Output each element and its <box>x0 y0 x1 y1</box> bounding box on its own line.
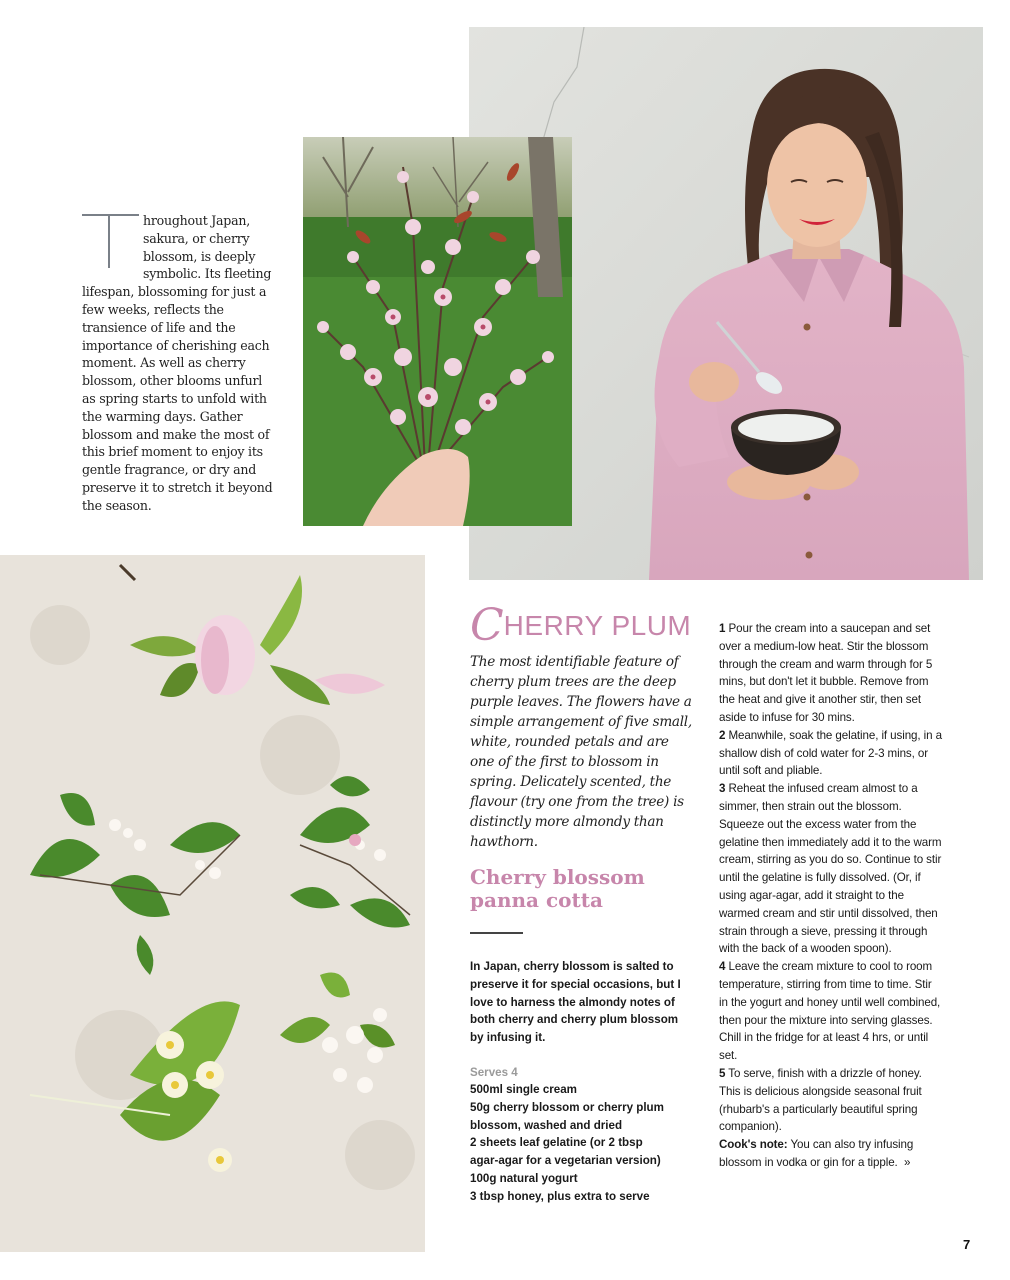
step-text: Pour the cream into a saucepan and set over a medium-low heat. Stir the blossom through the cream and warm through for 5 mins, but don't let it bubble. Remove from the heat and give it another stir, then set aside to infuse for 30 mins. <box>719 622 933 724</box>
ingredient-line: blossom, washed and dried <box>470 1118 623 1132</box>
cherry-plum-heading-rest: HERRY PLUM <box>503 610 692 641</box>
ingredient-line: 500ml single cream <box>470 1083 577 1096</box>
page-number: 7 <box>963 1237 971 1252</box>
recipe-title-line1: Cherry blossom <box>470 865 645 889</box>
recipe-title <box>470 866 690 912</box>
cherry-plum-heading <box>470 602 691 650</box>
drop-cap-stem <box>108 214 110 268</box>
recipe-intro: In Japan, cherry blossom is salted to preserve it for special occasions, but I love to harness the almondy notes of both cherry and cherry plum blossom by infusing it. <box>470 960 681 1045</box>
method-step <box>719 620 943 727</box>
method-step <box>719 1065 943 1136</box>
ingredient-line: 3 tbsp honey, plus extra to serve <box>470 1189 650 1203</box>
drop-cap-letter <box>82 212 83 213</box>
drop-cap <box>82 212 139 268</box>
step-number: 4 <box>719 960 726 974</box>
recipe-title-line2: panna cotta <box>470 888 603 912</box>
method-step <box>719 958 943 1065</box>
ingredients-list <box>470 1081 710 1206</box>
drop-cap-bar <box>82 214 139 216</box>
photo-bouquet-illustration <box>303 137 572 526</box>
cherry-plum-heading-initial: C <box>470 600 504 651</box>
cooks-note-text: You can also try infusing blossom in vodka or gin for a tipple. <box>719 1138 914 1169</box>
step-text: To serve, finish with a drizzle of honey. This is delicious alongside seasonal fruit (rhubarb's a particularly beautiful spring companion). <box>719 1066 922 1134</box>
step-number: 1 <box>719 622 726 635</box>
recipe-divider <box>470 932 523 934</box>
intro-paragraph <box>82 212 276 515</box>
ingredient-line: 100g natural yogurt <box>470 1171 578 1185</box>
photo-cherry-blossom-bouquet <box>303 137 572 526</box>
method-steps <box>719 620 943 1172</box>
ingredient-line: 2 sheets leaf gelatine (or 2 tbsp <box>470 1136 643 1150</box>
cherry-plum-description: The most identifiable feature of cherry plum trees are the deep purple leaves. The flowers have a simple arrangement of five small, white, rounded petals and are one of the first to blossom in spring. Delicately scented, the flavour (try one from the tree) is distinctly more almondy than hawthorn. <box>470 654 692 850</box>
continue-mark: » <box>903 1155 911 1169</box>
serves-label: Serves 4 <box>470 1066 518 1079</box>
intro-text: hroughout Japan, sakura, or cherry blossom, is deeply symbolic. Its fleeting lifespan, blossoming for just a few weeks, reflects the transience of life and the importance of cherishing each moment. As well as cherry blossom, other blooms unfurl as spring starts to unfold with the warming days. Gather blossom and make the most of this brief moment to enjoy its gentle fragrance, or dry and preserve it to stretch it beyond the season. <box>82 213 273 513</box>
photo-blossom-flat-lay <box>0 555 425 1252</box>
ingredient-line: 50g cherry blossom or cherry plum <box>470 1100 664 1114</box>
step-number: 2 <box>719 728 726 742</box>
photo-flatlay-illustration <box>0 555 425 1252</box>
cooks-note-label: Cook's note: <box>719 1138 788 1152</box>
step-text: Meanwhile, soak the gelatine, if using, in a shallow dish of cold water for 2-3 mins, or until soft and pliable. <box>719 728 942 778</box>
ingredient-line: agar-agar for a vegetarian version) <box>470 1154 661 1168</box>
step-number: 3 <box>719 782 726 796</box>
method-step <box>719 780 943 958</box>
step-text: Leave the cream mixture to cool to room temperature, stirring from time to time. Stir in the yogurt and honey until well combined, then pour the mixture into serving glasses. Chill in the fridge for at least 4 hrs, or until set. <box>719 960 941 1063</box>
step-text: Reheat the infused cream almost to a simmer, then strain out the blossom. Squeeze out the excess water from the gelatine then immediately add it to the warm cream, stirring as you do so. Continue to stir until the gelatine is fully dissolved. (Or, if using agar-agar, add it straight to the warmed cream and stir until dissolved, then strain through a sieve, pressing it through with the back of a wooden spoon). <box>719 782 942 956</box>
step-number: 5 <box>719 1066 726 1080</box>
method-step <box>719 727 943 780</box>
cooks-note <box>719 1136 943 1172</box>
